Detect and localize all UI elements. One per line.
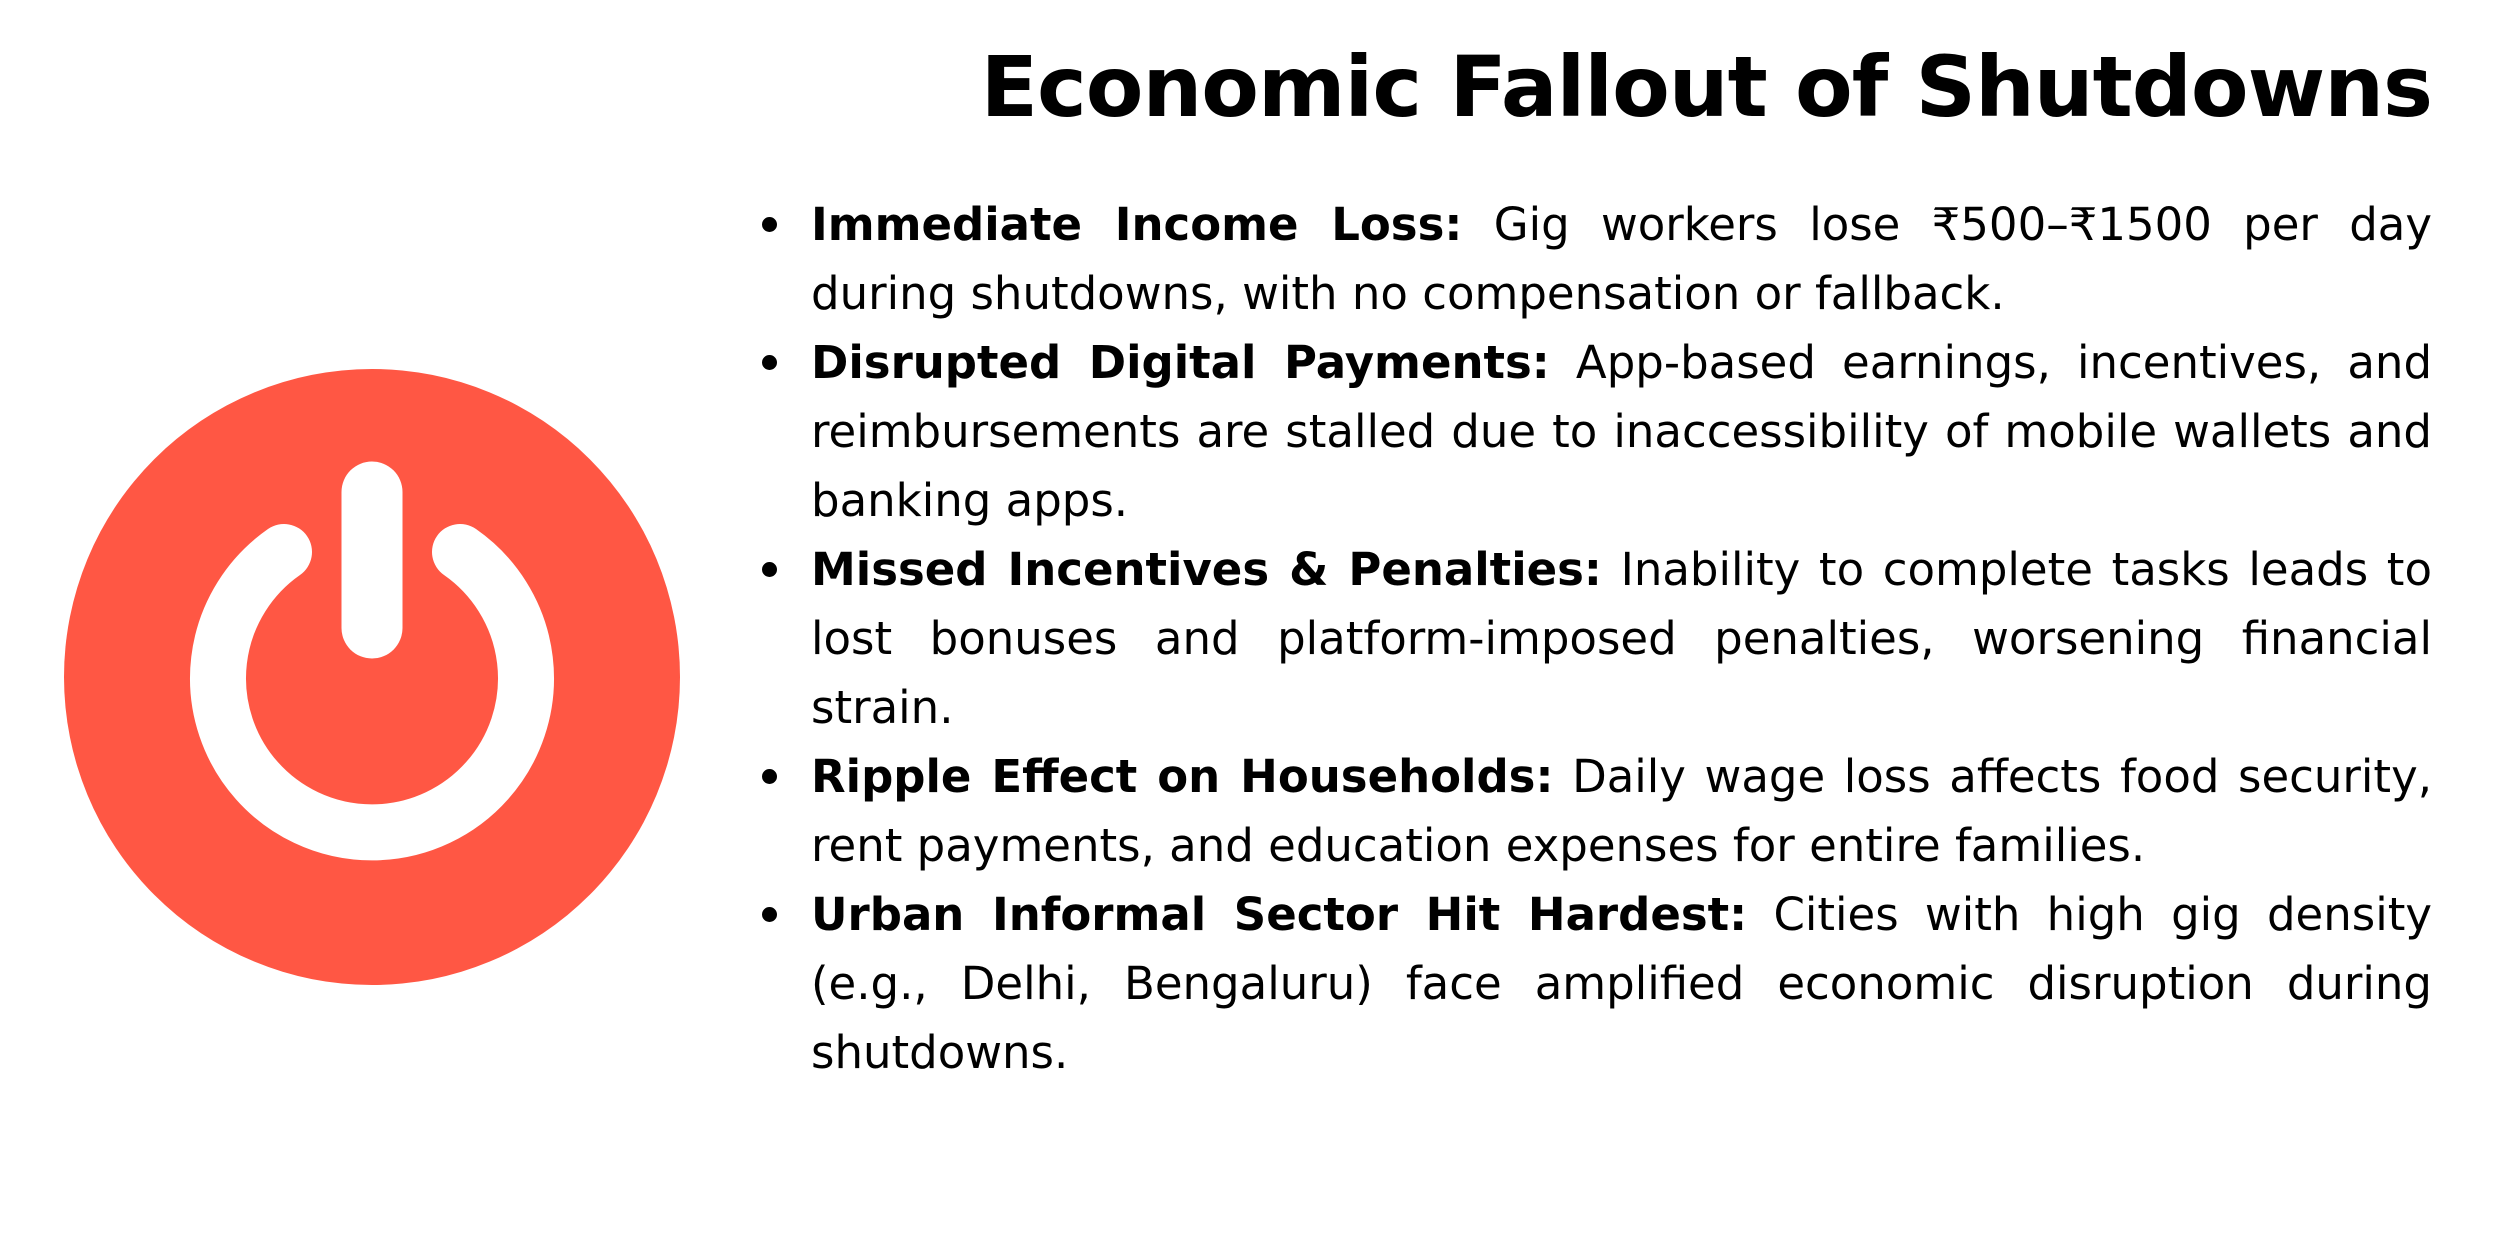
- item-text: Gig workers lose ₹500–₹1500 per day during shutdowns, with no compensation or fallback.: [811, 198, 2433, 320]
- bullet-list: [811, 190, 2432, 1087]
- item-heading: Ripple Effect on Households:: [811, 750, 1554, 803]
- power-icon: [64, 369, 680, 985]
- page-title: Economic Fallout of Shutdowns: [980, 38, 2432, 136]
- list-item: [811, 190, 2432, 328]
- item-text: Inability to complete tasks leads to lost bonuses and platform-imposed penalties, worsening financial strain.: [811, 543, 2432, 734]
- list-item: [811, 328, 2432, 535]
- list-item: [811, 880, 2432, 1087]
- power-icon-background: [64, 369, 680, 985]
- item-text: Daily wage loss affects food security, rent payments, and education expenses for entire families.: [811, 750, 2432, 872]
- item-heading: Disrupted Digital Payments:: [811, 336, 1550, 389]
- item-heading: Immediate Income Loss:: [811, 198, 1463, 251]
- list-item: [811, 742, 2432, 880]
- list-item: [811, 535, 2432, 742]
- item-heading: Urban Informal Sector Hit Hardest:: [811, 888, 1748, 941]
- item-heading: Missed Incentives & Penalties:: [811, 543, 1602, 596]
- item-text: App-based earnings, incentives, and reimbursements are stalled due to inaccessibility of mobile wallets and banking apps.: [811, 336, 2433, 527]
- item-text: Cities with high gig density (e.g., Delhi, Bengaluru) face amplified economic disruption during shutdowns.: [811, 888, 2432, 1079]
